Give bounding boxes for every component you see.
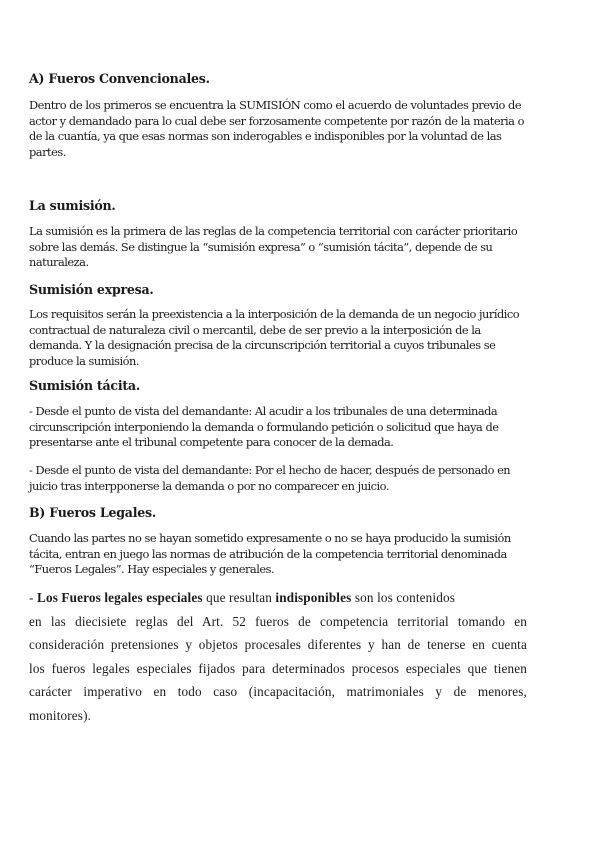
text-line: partes. — [29, 144, 66, 159]
text-line: Cuando las partes no se hayan sometido expresamente o no se haya producido la sumisión — [29, 531, 511, 545]
text-line: en las diecisiete reglas del Art. 52 fueros de competencia territorial tomando en — [29, 613, 527, 629]
text-line: presentarse ante el tribunal competente para conocer de la demada. — [29, 435, 394, 449]
text-line: juicio tras interpponerse la demanda o por no comparecer en juicio. — [29, 478, 389, 493]
text-line: produce la sumisión. — [29, 353, 139, 368]
paragraph-sumision-expresa — [29, 307, 569, 369]
paragraph-sumision-tacita-demandado — [29, 463, 569, 494]
heading-fueros-convencionales: A) Fueros Convencionales. — [29, 71, 210, 86]
heading-sumision-tacita: Sumisión tácita. — [29, 378, 140, 393]
text-line: monitores). — [29, 707, 92, 723]
text-fragment: que resultan — [202, 590, 276, 605]
text-line: - Desde el punto de vista del demandante: Al acudir a los tribunales de una determinada — [29, 404, 498, 418]
text-line: actor y demandado para lo cual debe ser forzosamente competente por razón de la materia o — [29, 113, 524, 128]
text-line: “Fueros Legales”. Hay especiales y generales. — [29, 562, 275, 576]
text-line: los fueros legales especiales fijados para determinados procesos especiales que tienen — [29, 660, 527, 676]
text-line: carácter imperativo en todo caso (incapacitación, matrimoniales y de menores, — [29, 684, 527, 700]
text-line: naturaleza. — [29, 255, 89, 269]
text-line: demanda. Y la designación precisa de la circunscripción territorial a cuyos tribunales se — [29, 338, 496, 352]
text-line: La sumisión es la primera de las reglas de la competencia territorial con carácter prioritario — [29, 224, 518, 238]
text-line: contractual de naturaleza civil o mercantil, debe de ser previo a la interposición de la — [29, 322, 481, 337]
text-line: sobre las demás. Se distingue la “sumisión expresa” o “sumisión tácita”, depende de su — [29, 239, 493, 254]
text-line: tácita, entran en juego las normas de atribución de la competencia territorial denominada — [29, 546, 507, 561]
bold-fueros-legales-especiales: Los Fueros legales especiales — [37, 590, 203, 605]
heading-la-sumision: La sumisión. — [29, 198, 116, 213]
heading-sumision-expresa: Sumisión expresa. — [29, 282, 154, 297]
text-fragment: son los contenidos — [351, 590, 456, 605]
text-line: de la cuantía, ya que esas normas son inderogables e indisponibles por la voluntad de las — [29, 129, 502, 143]
text-line: - Desde el punto de vista del demandante: Por el hecho de hacer, después de personado en — [29, 463, 511, 477]
heading-fueros-legales: B) Fueros Legales. — [29, 505, 156, 520]
text-line: consideración pretensiones y objetos procesales diferentes y han de tenerse en cuenta — [29, 637, 527, 653]
text-line: Dentro de los primeros se encuentra la SUMISIÓN como el acuerdo de voluntades previo de — [29, 98, 522, 112]
paragraph-fueros-legales — [29, 531, 569, 578]
text-line: Los requisitos serán la preexistencia a la interposición de la demanda de un negocio jurídico — [29, 307, 520, 321]
text-line: circunscripción interponiendo la demanda o formulando petición o solicitud que haya de — [29, 419, 499, 434]
text-line-first — [29, 586, 527, 610]
list-dash: - — [29, 590, 37, 605]
paragraph-sumision-tacita-demandante — [29, 404, 569, 451]
bold-indisponibles: indisponibles — [275, 590, 352, 605]
paragraph-fueros-convencionales — [29, 98, 569, 160]
paragraph-fueros-legales-especiales — [29, 586, 527, 728]
paragraph-la-sumision — [29, 224, 569, 271]
